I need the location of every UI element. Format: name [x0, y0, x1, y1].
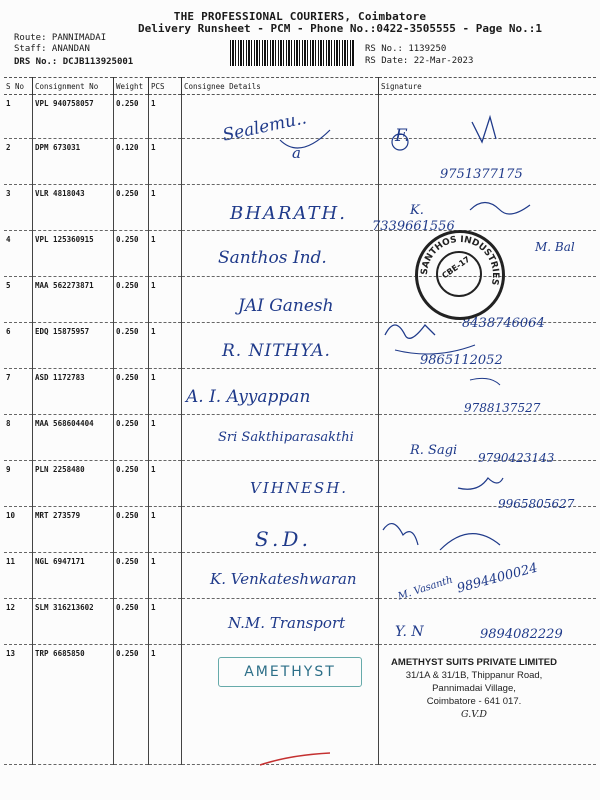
row-sno: 4: [4, 231, 33, 277]
amethyst-suits-address: [374, 656, 574, 721]
row-sno: 10: [4, 507, 33, 553]
row-pcs: 1: [149, 139, 182, 185]
amethyst-stamp: AMETHYST: [218, 657, 362, 687]
row-sno: 2: [4, 139, 33, 185]
row-weight: 0.250: [114, 95, 149, 139]
consignee-hand-2: a: [292, 144, 301, 162]
row-weight: 0.250: [114, 645, 149, 765]
amethyst-line-3: Pannimadai Village,: [432, 683, 516, 694]
amethyst-note: G.V.D: [460, 709, 488, 720]
row-consignment-no: PLN 2258480: [33, 461, 114, 507]
consignee-hand-6: R. NITHYA.: [222, 341, 331, 361]
row-weight: 0.250: [114, 553, 149, 599]
consignee-hand-3: BHARATH.: [230, 203, 347, 224]
row-pcs: 1: [149, 95, 182, 139]
row-sno: 3: [4, 185, 33, 231]
runsheet-subtitle: Delivery Runsheet - PCM - Phone No.:0422-3505555 - Page No.:1: [138, 22, 542, 35]
row-pcs: 1: [149, 553, 182, 599]
row-consignment-no: MAA 568604404: [33, 415, 114, 461]
row-pcs: 1: [149, 461, 182, 507]
drs-label: DRS No.: DCJB113925001: [14, 57, 134, 67]
signature-8: R. Sagi: [410, 443, 458, 458]
col-signature: Signature: [379, 78, 597, 95]
consignee-hand-8: Sri Sakthiparasakthi: [218, 430, 354, 445]
col-sno: S No: [4, 78, 33, 95]
row-weight: 0.250: [114, 231, 149, 277]
signature-11: M. Vasanth: [396, 574, 455, 603]
phone-11: 9894400024: [455, 560, 540, 597]
row-consignment-no: VLR 4818043: [33, 185, 114, 231]
rs-date: RS Date: 22-Mar-2023: [365, 56, 474, 66]
consignee-hand-7: A. I. Ayyappan: [186, 387, 311, 407]
row-sno: 5: [4, 277, 33, 323]
row-consignment-no: MRT 273579: [33, 507, 114, 553]
row-weight: 0.250: [114, 323, 149, 369]
staff-label: Staff: ANANDAN: [14, 44, 90, 54]
consignee-hand-12: N.M. Transport: [228, 614, 346, 632]
row-weight: 0.250: [114, 461, 149, 507]
row-pcs: 1: [149, 369, 182, 415]
runsheet-title: THE PROFESSIONAL COURIERS, Coimbatore: [173, 10, 427, 23]
row-consignment-no: DPM 673031: [33, 139, 114, 185]
col-pcs: PCS: [149, 78, 182, 95]
phone-9: 9965805627: [498, 497, 575, 511]
row-consignment-no: VPL 125360915: [33, 231, 114, 277]
row-consignment-no: ASD 1172783: [33, 369, 114, 415]
row-sno: 1: [4, 95, 33, 139]
row-weight: 0.250: [114, 599, 149, 645]
row-sno: 9: [4, 461, 33, 507]
consignee-hand-4: Santhos Ind.: [218, 248, 327, 268]
row-weight: 0.250: [114, 185, 149, 231]
row-pcs: 1: [149, 323, 182, 369]
row-consignment-no: MAA 562273871: [33, 277, 114, 323]
row-weight: 0.250: [114, 369, 149, 415]
row-pcs: 1: [149, 415, 182, 461]
row-weight: 0.120: [114, 139, 149, 185]
row-consignment-no: VPL 940758057: [33, 95, 114, 139]
rs-number: RS No.: 1139250: [365, 44, 447, 54]
amethyst-line-4: Coimbatore - 641 017.: [426, 696, 522, 707]
row-sno: 6: [4, 323, 33, 369]
signature-1: F.: [395, 126, 410, 146]
row-pcs: 1: [149, 507, 182, 553]
santhos-industries-stamp: [415, 230, 505, 320]
svg-text:SANTHOS INDUSTRIES: SANTHOS INDUSTRIES: [419, 234, 501, 286]
phone-5: 8438746064: [462, 316, 545, 331]
amethyst-line-1: AMETHYST SUITS PRIVATE LIMITED: [391, 657, 557, 668]
row-pcs: 1: [149, 231, 182, 277]
consignee-hand-11: K. Venkateshwaran: [210, 570, 357, 588]
row-consignment-no: TRP 6685850: [33, 645, 114, 765]
signature-4: M. Bal: [535, 240, 575, 254]
col-consignment: Consignment No: [33, 78, 114, 95]
row-consignment-no: EDQ 15875957: [33, 323, 114, 369]
stamp-code: CBE-17: [440, 254, 472, 281]
row-sno: 8: [4, 415, 33, 461]
consignee-hand-1: Sealemu..: [220, 108, 309, 146]
row-pcs: 1: [149, 599, 182, 645]
row-pcs: 1: [149, 185, 182, 231]
consignee-hand-5: JAI Ganesh: [238, 296, 334, 316]
col-weight: Weight: [114, 78, 149, 95]
row-consignment-no: NGL 6947171: [33, 553, 114, 599]
phone-3: 7339661556: [372, 219, 455, 234]
row-pcs: 1: [149, 277, 182, 323]
row-sno: 7: [4, 369, 33, 415]
amethyst-line-2: 31/1A & 31/1B, Thippanur Road,: [405, 670, 543, 681]
row-weight: 0.250: [114, 277, 149, 323]
phone-2: 9751377175: [440, 167, 523, 182]
route-label: Route: PANNIMADAI: [14, 33, 107, 43]
consignee-hand-9: VIHNESH.: [250, 479, 349, 497]
row-weight: 0.250: [114, 507, 149, 553]
row-consignment-no: SLM 316213602: [33, 599, 114, 645]
phone-8: 9790423143: [478, 451, 555, 465]
consignee-hand-10: S.D.: [255, 527, 313, 551]
phone-7: 9788137527: [464, 401, 541, 415]
row-sno: 12: [4, 599, 33, 645]
phone-12: 9894082229: [480, 627, 563, 642]
signature-3: K.: [410, 203, 424, 218]
col-consignee: Consignee Details: [182, 78, 379, 95]
row-sno: 13: [4, 645, 33, 765]
signature-12: Y. N: [395, 624, 424, 640]
row-weight: 0.250: [114, 415, 149, 461]
row-sno: 11: [4, 553, 33, 599]
phone-6: 9865112052: [420, 353, 503, 368]
row-pcs: 1: [149, 645, 182, 765]
